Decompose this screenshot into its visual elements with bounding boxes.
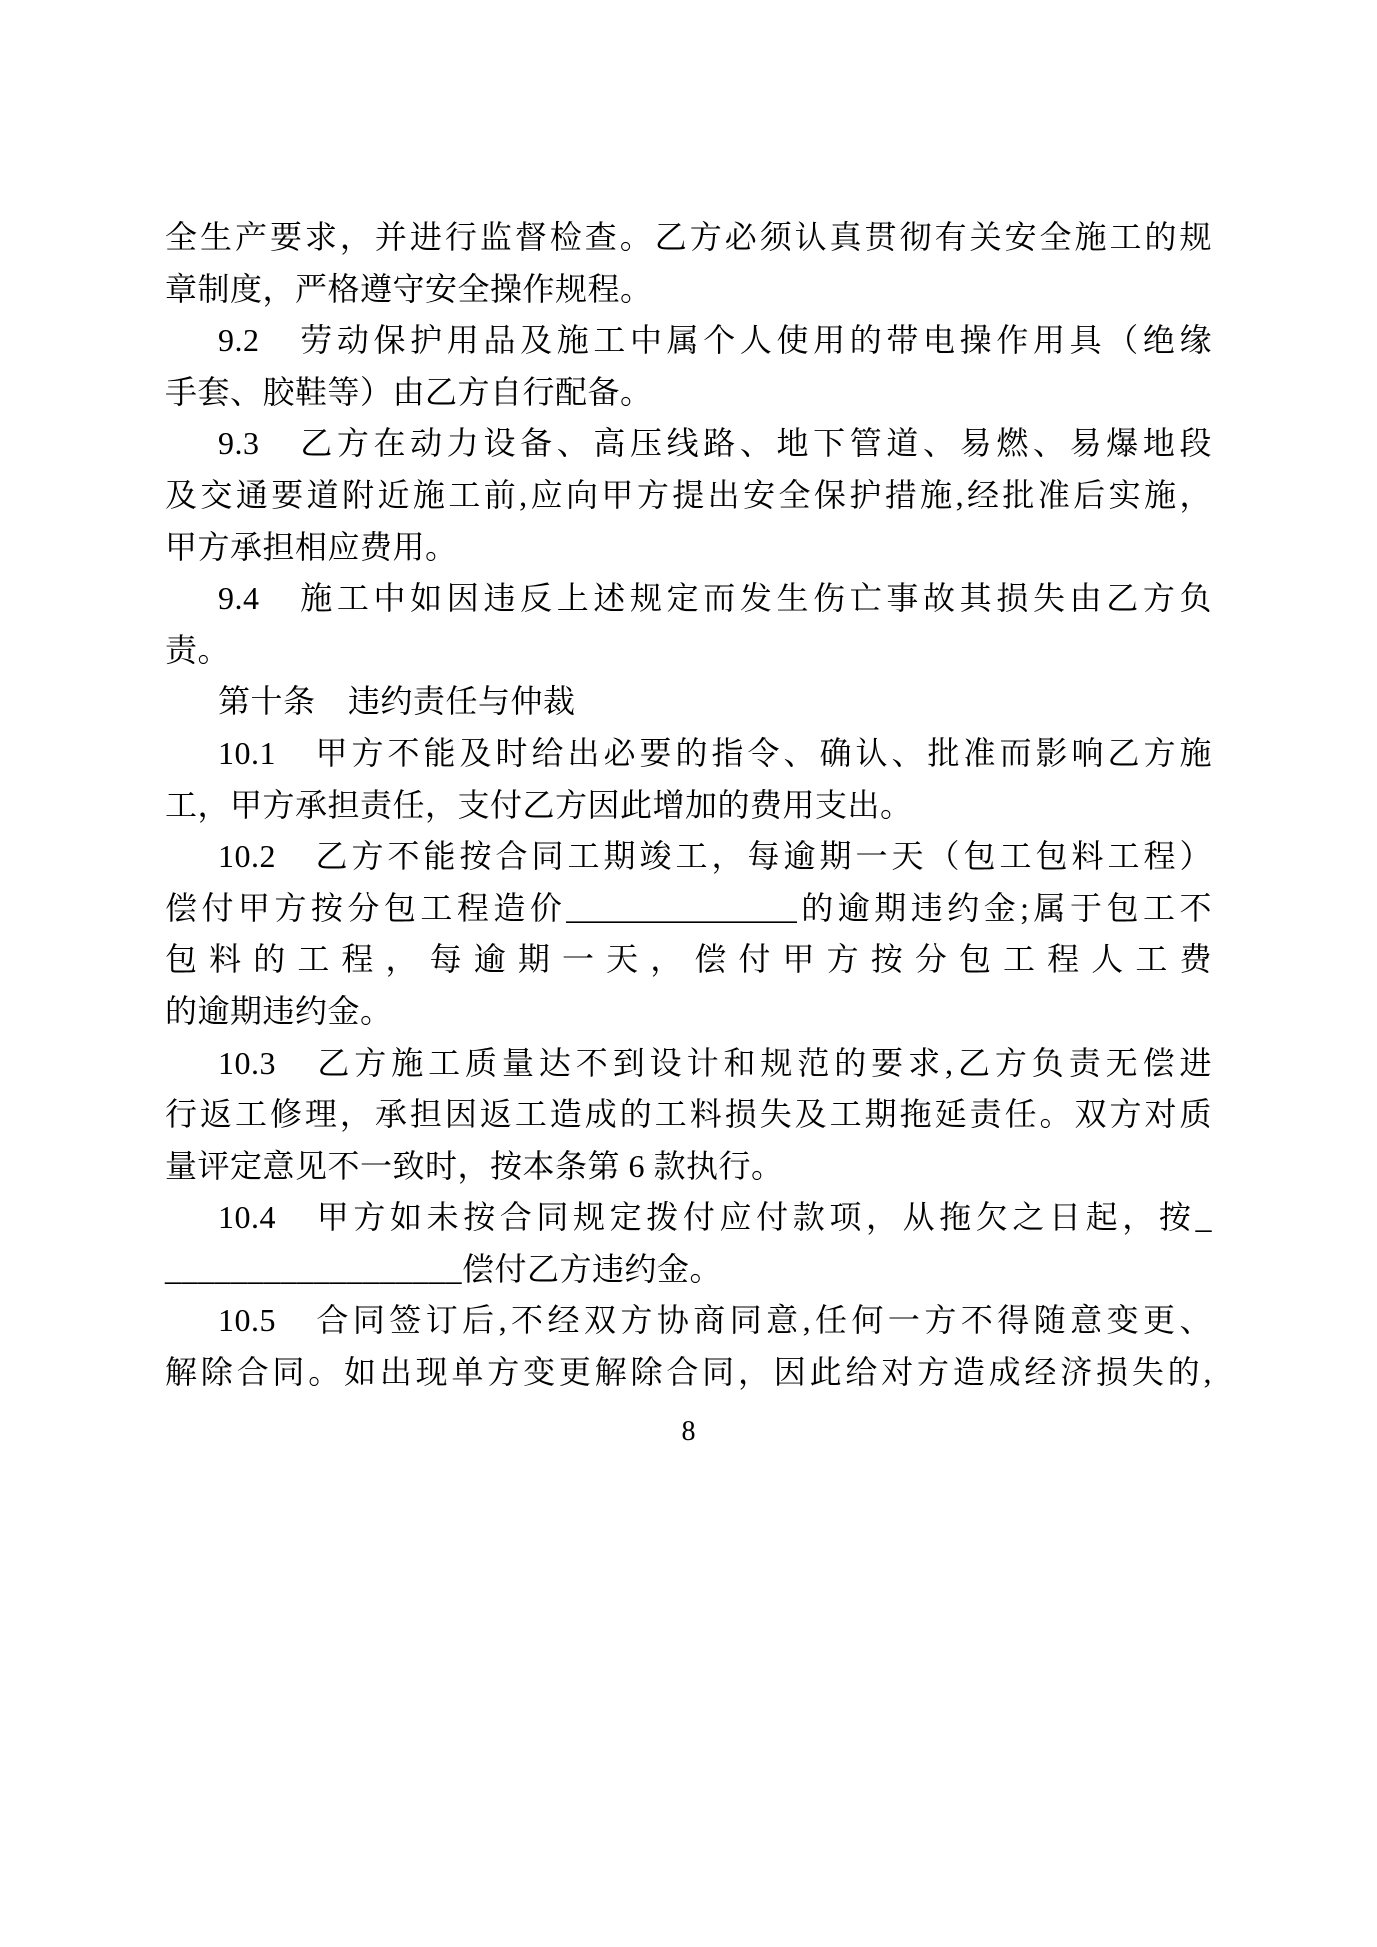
text-line: 行返工修理，承担因返工造成的工料损失及工期拖延责任。双方对质 bbox=[165, 1096, 1212, 1133]
text-line: 手套、胶鞋等）由乙方自行配备。 bbox=[165, 373, 653, 410]
text-line: 解除合同。如出现单方变更解除合同，因此给对方造成经济损失的, bbox=[165, 1354, 1212, 1391]
clause-10-2-line: 10.2 乙方不能按合同工期竣工，每逾期一天（包工包料工程） bbox=[218, 838, 1212, 875]
text-line-with-blank: __________________偿付乙方违约金。 bbox=[165, 1250, 723, 1287]
text-line: 责。 bbox=[165, 631, 231, 668]
text-line: 甲方承担相应费用。 bbox=[165, 528, 458, 565]
document-body bbox=[165, 212, 1212, 1399]
text-line-with-blank: 偿付甲方按分包工程造价______________的逾期违约金;属于包工不 bbox=[165, 889, 1212, 926]
text-line: 量评定意见不一致时，按本条第 6 款执行。 bbox=[165, 1147, 784, 1184]
clause-9-2-line: 9.2 劳动保护用品及施工中属个人使用的带电操作用具（绝缘 bbox=[218, 322, 1212, 359]
clause-10-3-line: 10.3 乙方施工质量达不到设计和规范的要求,乙方负责无偿进 bbox=[218, 1044, 1212, 1081]
clause-10-1-line: 10.1 甲方不能及时给出必要的指令、确认、批准而影响乙方施 bbox=[218, 734, 1212, 771]
clause-9-3-line: 9.3 乙方在动力设备、高压线路、地下管道、易燃、易爆地段 bbox=[218, 425, 1212, 462]
text-line: 及交通要道附近施工前,应向甲方提出安全保护措施,经批准后实施， bbox=[165, 476, 1212, 513]
clause-10-5-line: 10.5 合同签订后,不经双方协商同意,任何一方不得随意变更、 bbox=[218, 1302, 1212, 1339]
text-line: 全生产要求，并进行监督检查。乙方必须认真贯彻有关安全施工的规 bbox=[165, 219, 1212, 255]
text-line: 章制度，严格遵守安全操作规程。 bbox=[165, 270, 653, 307]
text-line: 包料的工程，每逾期一天，偿付甲方按分包工程人工费 bbox=[165, 941, 1212, 978]
text-line: 的逾期违约金。 bbox=[165, 992, 393, 1029]
section-10-heading: 第十条 违约责任与仲裁 bbox=[218, 683, 576, 720]
clause-9-4-line: 9.4 施工中如因违反上述规定而发生伤亡事故其损失由乙方负 bbox=[218, 580, 1212, 617]
clause-10-4-line: 10.4 甲方如未按合同规定拨付应付款项，从拖欠之日起，按_ bbox=[218, 1199, 1212, 1236]
page-number: 8 bbox=[681, 1416, 696, 1447]
text-line: 工，甲方承担责任，支付乙方因此增加的费用支出。 bbox=[165, 786, 913, 823]
